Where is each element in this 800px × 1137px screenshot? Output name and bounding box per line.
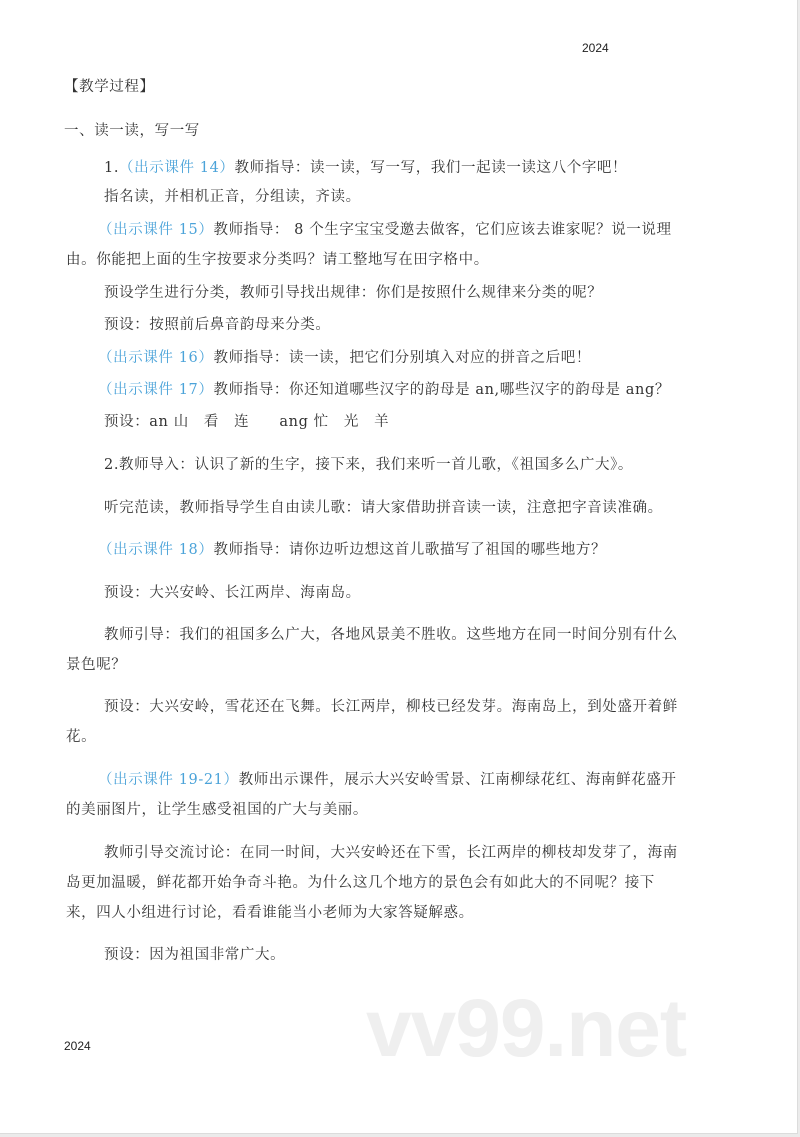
line-text: 2.教师导入：认识了新的生字，接下来，我们来听一首儿歌，《祖国多么广大》。 xyxy=(104,457,634,473)
paragraph-line xyxy=(104,583,361,603)
line-text: 教师指导：读一读，把它们分别填入对应的拼音之后吧！ xyxy=(213,350,591,366)
paragraph-line xyxy=(66,800,368,820)
line-text: 教师指导：读一读，写一写，我们一起读一读这八个字吧！ xyxy=(234,160,628,176)
paragraph-line xyxy=(104,697,678,717)
line-text: 岛更加温暖，鲜花都开始争奇斗艳。为什么这几个地方的景色会有如此大的不同呢？接下 xyxy=(66,875,655,891)
paragraph-line xyxy=(104,498,663,518)
paragraph-line xyxy=(104,158,627,178)
line-text: 教师引导交流讨论：在同一时间，大兴安岭还在下雪，长江两岸的柳枝却发芽了，海南 xyxy=(104,845,678,861)
paragraph-line xyxy=(66,873,655,893)
line-text: 预设：大兴安岭，雪花还在飞舞。长江两岸，柳枝已经发芽。海南岛上，到处盛开着鲜 xyxy=(104,699,678,715)
paragraph-line xyxy=(66,727,96,747)
line-text: 教师指导：你还知道哪些汉字的韵母是 an,哪些汉字的韵母是 ang？ xyxy=(213,382,670,398)
item-number: 1. xyxy=(104,160,120,176)
courseware-tag: （出示课件 17） xyxy=(98,382,214,398)
paragraph-line xyxy=(98,380,670,400)
paragraph-line xyxy=(98,770,677,790)
watermark: vv99.net xyxy=(366,983,687,1074)
line-text: 由。你能把上面的生字按要求分类吗？请工整地写在田字格中。 xyxy=(66,252,489,268)
paragraph-line xyxy=(104,315,331,335)
line-text: 教师出示课件，展示大兴安岭雪景、江南柳绿花红、海南鲜花盛开 xyxy=(238,772,677,788)
paragraph-line xyxy=(98,220,672,240)
paragraph-line xyxy=(66,903,474,923)
header-year: 2024 xyxy=(582,41,609,55)
line-text: 的美丽图片，让学生感受祖国的广大与美丽。 xyxy=(66,802,368,818)
line-text: 预设：an 山 看 连 ang 忙 光 羊 xyxy=(104,414,390,430)
line-text: 预设学生进行分类，教师引导找出规律：你们是按照什么规律来分类的呢？ xyxy=(104,285,603,301)
paragraph-line xyxy=(104,412,389,432)
footer-year: 2024 xyxy=(64,1039,91,1053)
paragraph-line xyxy=(98,540,606,560)
line-text: 指名读，并相机正音，分组读，齐读。 xyxy=(104,189,361,205)
paragraph-line xyxy=(98,348,591,368)
courseware-tag: （出示课件 15） xyxy=(98,222,214,238)
line-text: 听完范读，教师指导学生自由读儿歌：请大家借助拼音读一读，注意把字音读准确。 xyxy=(104,500,663,516)
line-text: 预设：按照前后鼻音韵母来分类。 xyxy=(104,317,331,333)
courseware-tag: （出示课件 19-21） xyxy=(98,772,239,788)
paragraph-line xyxy=(104,945,285,965)
paragraph-line xyxy=(104,187,361,207)
paragraph-line xyxy=(66,250,489,270)
paragraph-line xyxy=(104,283,602,303)
line-text: 花。 xyxy=(66,729,97,745)
courseware-tag: （出示课件 18） xyxy=(98,542,214,558)
section-title: 【教学过程】 xyxy=(64,79,155,95)
line-text: 教师引导：我们的祖国多么广大，各地风景美不胜收。这些地方在同一时间分别有什么 xyxy=(104,627,678,643)
line-text: 预设：因为祖国非常广大。 xyxy=(104,947,286,963)
courseware-tag: （出示课件 14） xyxy=(119,160,235,176)
line-text: 教师指导： 8 个生字宝宝受邀去做客，它们应该去谁家呢？说一说理 xyxy=(213,222,672,238)
paragraph-line xyxy=(66,655,126,675)
line-text: 预设：大兴安岭、长江两岸、海南岛。 xyxy=(104,585,361,601)
line-text: 教师指导：请你边听边想这首儿歌描写了祖国的哪些地方？ xyxy=(213,542,607,558)
paragraph-line xyxy=(104,625,678,645)
courseware-tag: （出示课件 16） xyxy=(98,350,214,366)
line-text: 景色呢？ xyxy=(66,657,127,673)
paragraph-line xyxy=(104,843,678,863)
line-text: 来，四人小组进行讨论，看看谁能当小老师为大家答疑解惑。 xyxy=(66,905,474,921)
paragraph-line xyxy=(104,455,633,475)
subsection-title: 一、读一读，写一写 xyxy=(64,123,200,139)
